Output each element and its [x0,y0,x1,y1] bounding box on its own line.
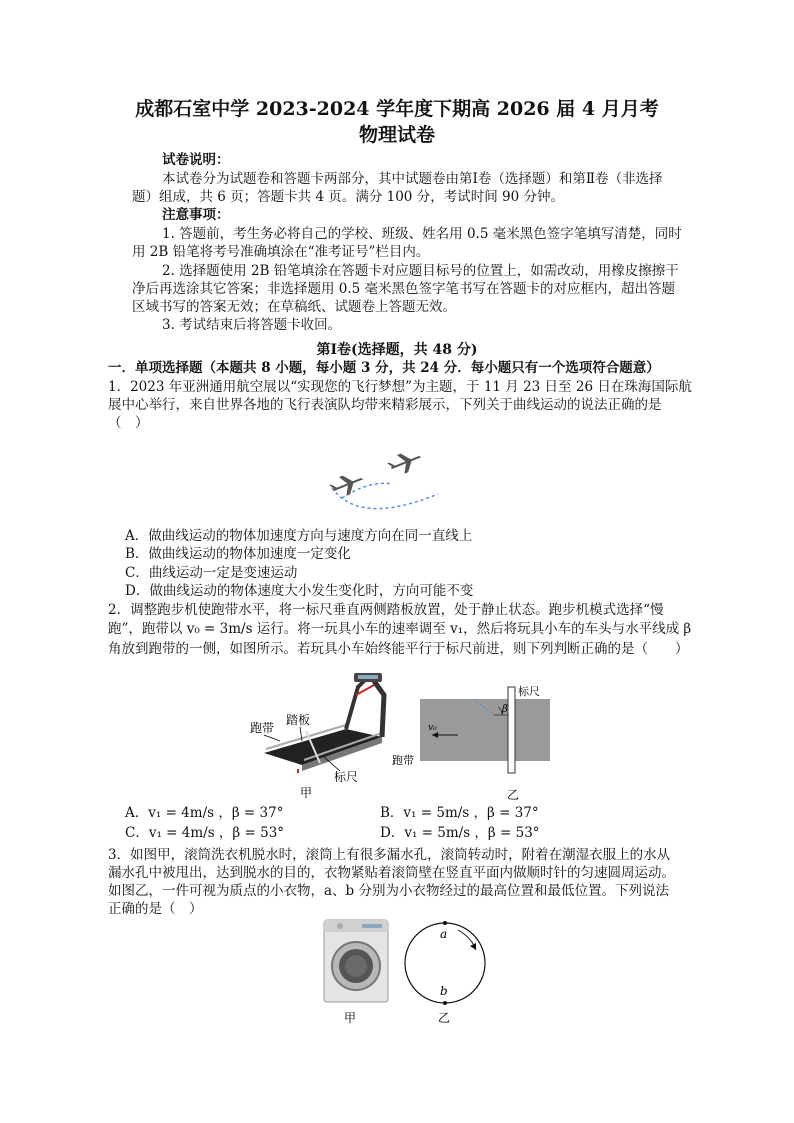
section-title: 第Ⅰ卷(选择题，共 48 分) [316,342,478,358]
question-2-option: C．v₁ = 4m/s ，β = 53° [125,825,285,841]
question-1-option: C．曲线运动一定是变速运动 [125,565,298,581]
label-a: a [440,927,448,941]
notes-heading: 注意事项： [162,207,230,223]
point-a [443,921,447,925]
label-ruler: 标尺 [334,770,359,784]
figure-caption: 乙 [507,788,520,802]
instructions-text: 题）组成，共 6 页；答题卡共 4 页。满分 100 分，考试时间 90 分钟。 [132,189,564,205]
instructions-heading: 试卷说明： [162,152,230,168]
question-3-stem: 如图乙，一件可视为质点的小衣物，a、b 分别为小衣物经过的最高位置和最低位置。下列说法 [108,883,669,899]
question-1-stem: 1．2023 年亚洲通用航空展以“实现您的飞行梦想”为主题，于 11 月 23 日至 26 日在珠海国际航 [108,379,692,395]
question-2-stem: 跑”，跑带以 v₀ = 3m/s 运行。将一玩具小车的速率调至 v₁，然后将玩具小车的车头与水平线成 β [108,621,692,637]
question-2-stem: 2．调整跑步机使跑带水平，将一标尺垂直两侧踏板放置，处于静止状态。跑步机模式选择“慢 [108,602,664,618]
instructions-text: 本试卷分为试题卷和答题卡两部分，其中试题卷由第Ⅰ卷（选择题）和第Ⅱ卷（非选择 [162,171,663,187]
question-3-stem: 漏水孔中被甩出，达到脱水的目的，衣物紧贴着滚筒壁在竖直平面内做顺时针的匀速圆周运动。 [108,865,675,881]
label-track: 跑带 [250,721,275,735]
label-b: b [440,984,448,998]
belt-area [420,699,550,761]
label-ruler: 标尺 [518,685,540,698]
label-pedal: 踏板 [286,713,311,727]
ruler-bar [508,687,515,773]
exam-title: 成都石室中学 2023-2024 学年度下期高 2026 届 4 月月考 [135,98,659,120]
note-2: 净后再选涂其它答案；非选择题用 0.5 毫米黑色签字笔书写在答题卡的对应框内，超出答题 [132,281,676,297]
circular-motion-figure [400,916,490,1026]
exam-subtitle: 物理试卷 [358,124,435,146]
label-track: 跑带 [392,754,414,767]
figure-caption: 甲 [344,1011,357,1025]
note-1: 用 2B 铅笔将考号准确填涂在“准考证号”栏目内。 [132,244,430,260]
question-1-stem: （ ） [108,415,149,431]
question-2-option: A．v₁ = 4m/s ，β = 37° [125,805,284,821]
question-1-option: A．做曲线运动的物体加速度方向与速度方向在同一直线上 [125,528,473,544]
airplane-icon [328,469,367,500]
question-1-stem: 展中心举行，来自世界各地的飞行表演队均带来精彩展示，下列关于曲线运动的说法正确的是 [108,397,662,413]
question-2-option: D．v₁ = 5m/s ，β = 53° [380,825,540,841]
v0-label: v₀ [428,723,437,733]
washing-machine-figure [318,916,398,1026]
note-2: 区域书写的答案无效；在草稿纸、试题卷上答题无效。 [132,299,456,315]
treadmill-schematic-figure [390,683,560,803]
question-2-stem: 角放到跑带的一侧，如图所示。若玩具小车始终能平行于标尺前进，则下列判断正确的是（ ） [108,641,689,657]
note-3: 3. 考试结束后将答题卡收回。 [162,317,342,333]
question-1-option: D．做曲线运动的物体速度大小发生变化时，方向可能不变 [125,583,474,599]
point-b [443,1001,447,1005]
airplanes-figure [320,440,450,520]
figure-caption: 乙 [438,1011,451,1025]
question-1-option: B．做曲线运动的物体加速度一定变化 [125,546,351,562]
figure-caption: 甲 [300,786,313,800]
question-2-option: B．v₁ = 5m/s ，β = 37° [380,805,539,821]
question-3-stem: 正确的是（ ） [108,901,203,917]
note-1: 1. 答题前，考生务必将自己的学校、班级、姓名用 0.5 毫米黑色签字笔填写清楚，同时 [162,226,682,242]
part-label: 一．单项选择题（本题共 8 小题，每小题 3 分，共 24 分．每小题只有一个选项符合题意） [108,360,660,376]
treadmill-figure [246,665,406,800]
note-2: 2. 选择题使用 2B 铅笔填涂在答题卡对应题目标号的位置上，如需改动，用橡皮擦擦干 [162,263,679,279]
question-3-stem: 3．如图甲，滚筒洗衣机脱水时，滚筒上有很多漏水孔，滚筒转动时，附着在潮湿衣服上的水从 [108,847,671,863]
beta-label: β [502,704,508,715]
airplane-icon [386,447,425,478]
